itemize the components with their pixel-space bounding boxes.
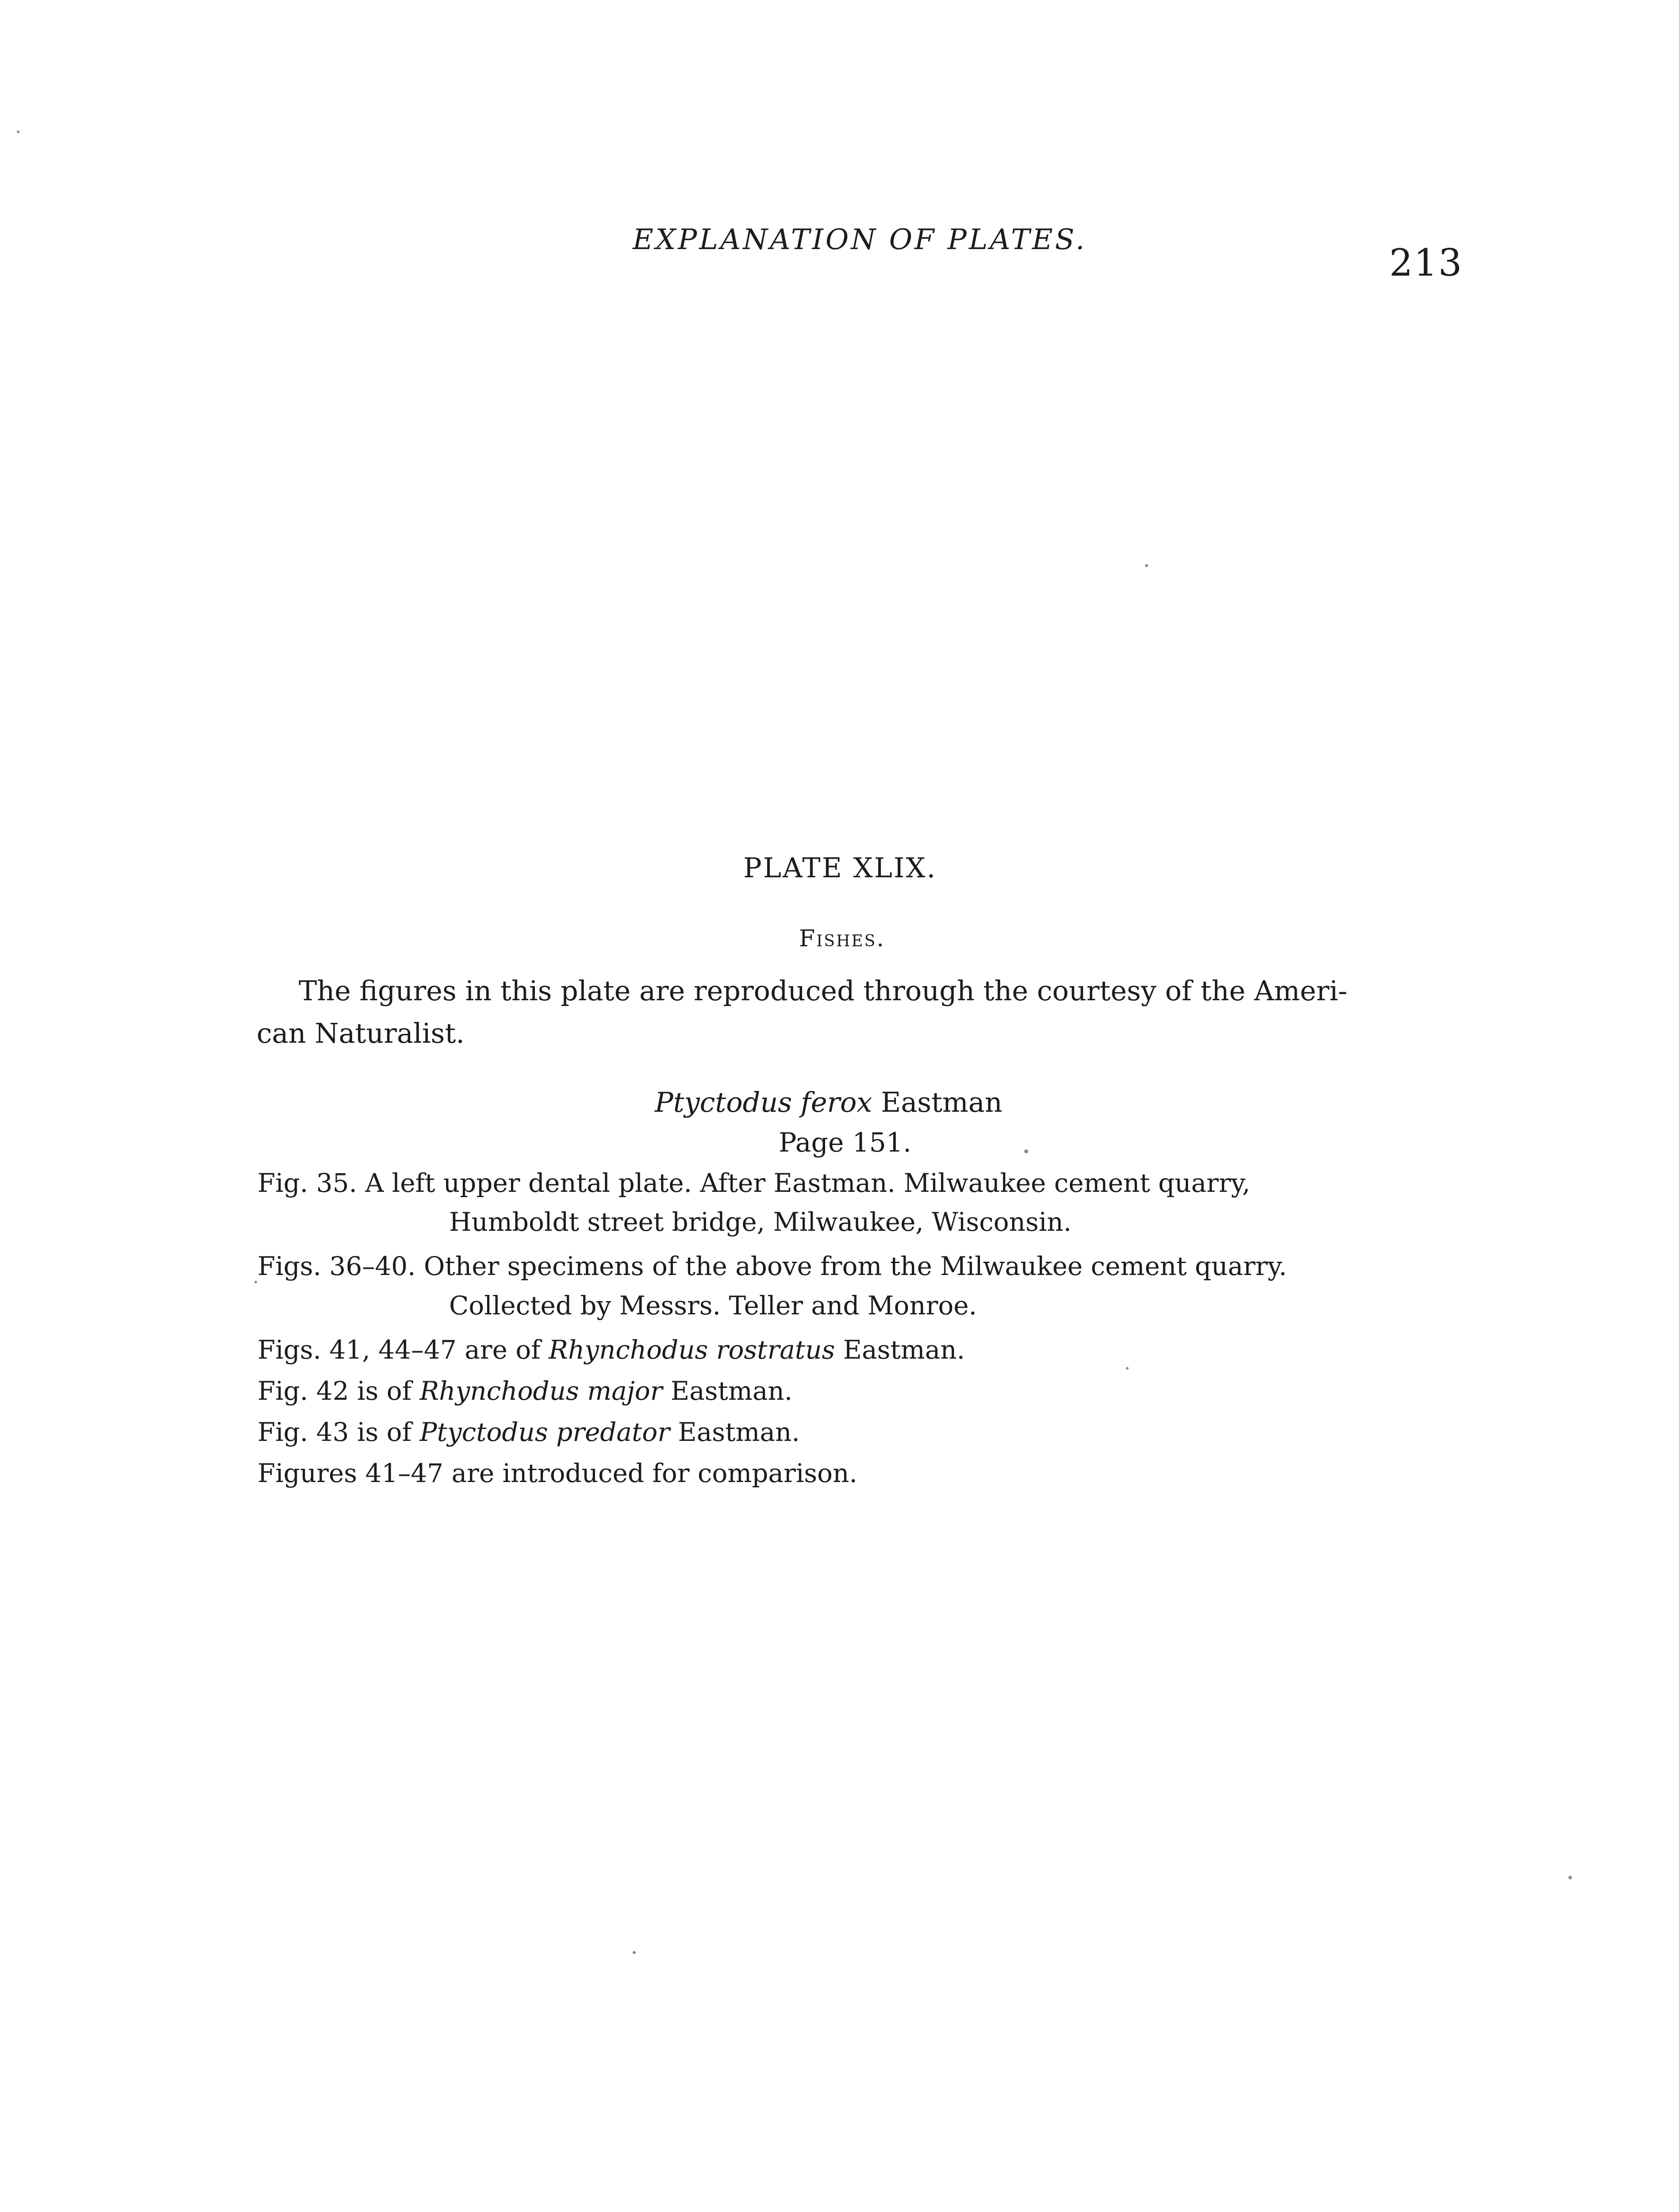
scan-speck	[1568, 1876, 1572, 1879]
fig42-prefix: Fig. 42 is of	[257, 1376, 420, 1406]
plate-title: PLATE XLIX.	[743, 852, 937, 884]
fig42-taxon: Rhynchodus major	[419, 1376, 663, 1406]
page-number: 213	[1389, 241, 1463, 284]
fig35-entry-line2: Humboldt street bridge, Milwaukee, Wisconsin.	[449, 1207, 1072, 1237]
figures-note: Figures 41–47 are introduced for comparison.	[257, 1458, 857, 1488]
scan-speck	[1126, 1367, 1129, 1370]
figs41-entry	[257, 1335, 965, 1365]
intro-paragraph	[257, 970, 1451, 1055]
scan-speck	[1024, 1149, 1028, 1153]
fig35-entry-line1: Fig. 35. A left upper dental plate. After Eastman. Milwaukee cement quarry,	[257, 1168, 1250, 1198]
scan-speck	[17, 131, 19, 133]
scan-speck	[254, 1281, 257, 1283]
figs36-40-entry-line2: Collected by Messrs. Teller and Monroe.	[449, 1290, 977, 1321]
fig43-suffix: Eastman.	[669, 1417, 800, 1447]
plate-subtitle: Fishes.	[799, 926, 885, 952]
fig43-prefix: Fig. 43 is of	[257, 1417, 420, 1447]
fig43-taxon: Ptyctodus predator	[419, 1417, 670, 1447]
species-name: Ptyctodus ferox	[655, 1086, 872, 1118]
figs36-40-entry-line1: Figs. 36–40. Other specimens of the above from the Milwaukee cement quarry.	[257, 1251, 1287, 1281]
fig42-suffix: Eastman.	[662, 1376, 793, 1406]
figs41-prefix: Figs. 41, 44–47 are of	[257, 1335, 549, 1365]
scan-speck	[1145, 564, 1148, 567]
species-heading	[655, 1086, 1003, 1118]
intro-line-2: can Naturalist.	[257, 1017, 465, 1049]
fig43-entry	[257, 1417, 800, 1447]
reference-page: Page 151.	[779, 1127, 912, 1158]
species-author: Eastman	[881, 1086, 1003, 1118]
fig42-entry	[257, 1376, 792, 1406]
figs41-taxon: Rhynchodus rostratus	[549, 1335, 835, 1365]
intro-line-1: The figures in this plate are reproduced through the courtesy of the Ameri-	[299, 975, 1348, 1007]
figs41-suffix: Eastman.	[835, 1335, 965, 1365]
scan-speck	[633, 1951, 636, 1954]
running-head: EXPLANATION OF PLATES.	[633, 223, 1087, 256]
